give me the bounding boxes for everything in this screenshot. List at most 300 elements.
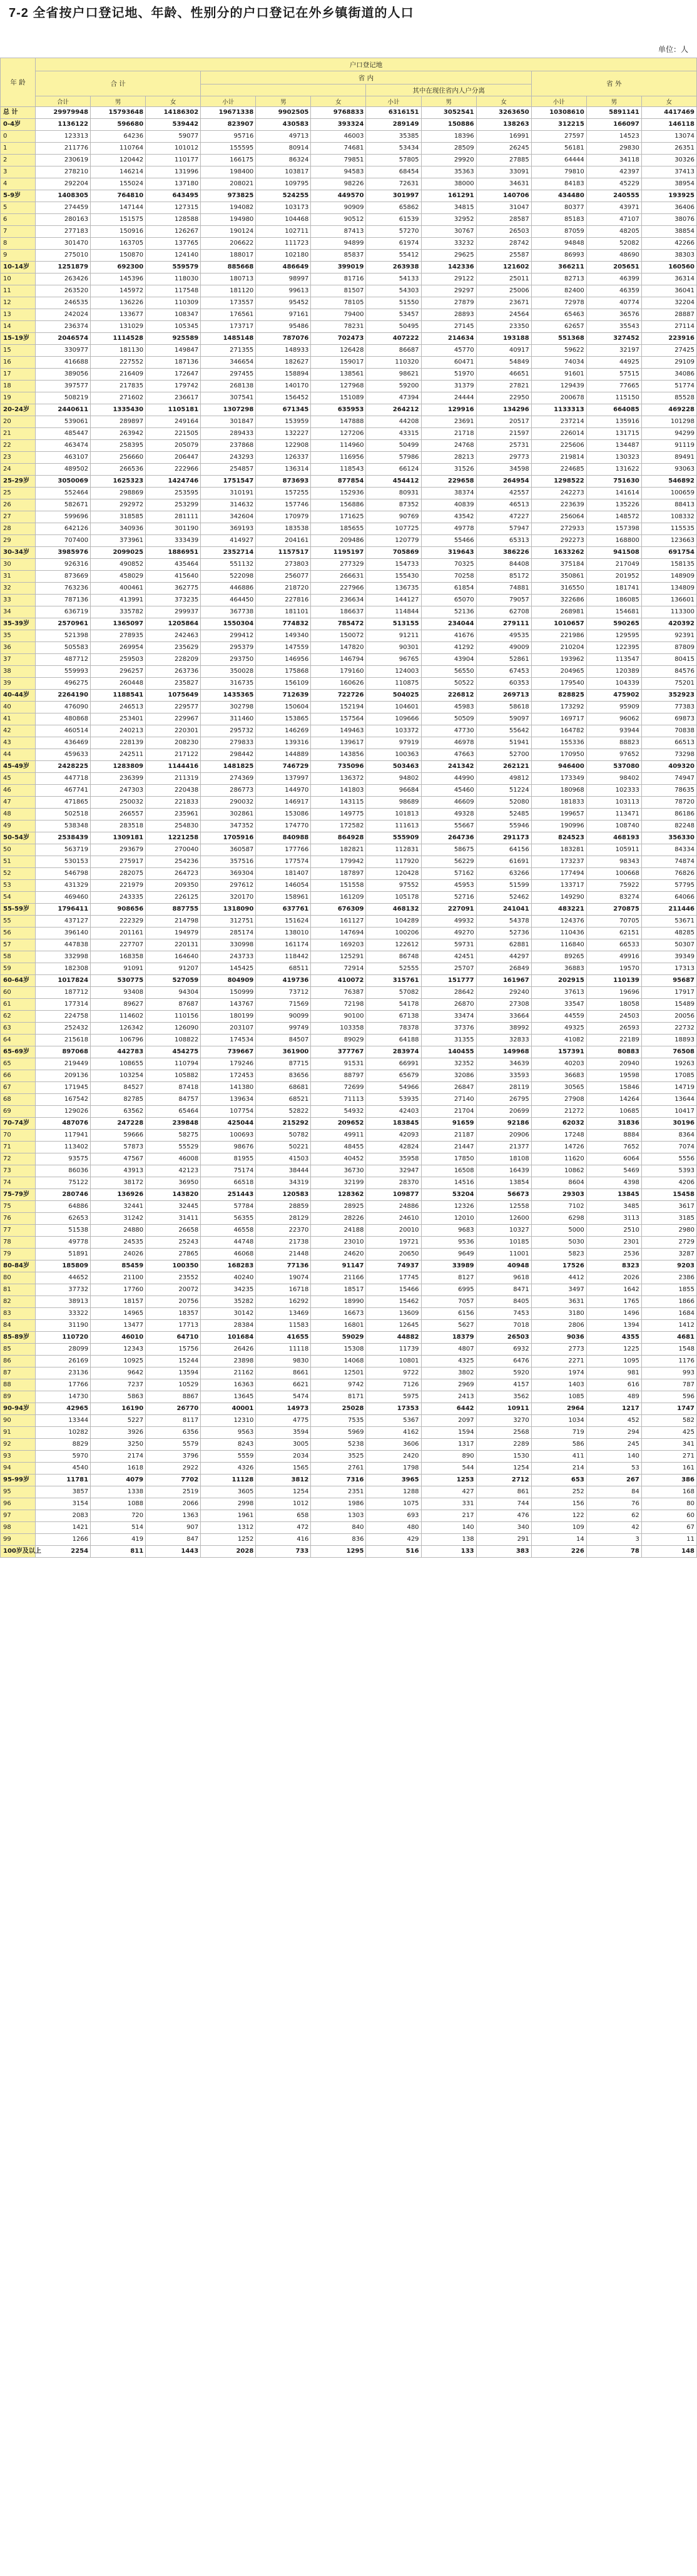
table-cell: 106796 <box>91 1035 146 1046</box>
table-cell: 54133 <box>366 273 421 285</box>
table-cell: 48285 <box>641 928 696 939</box>
table-cell: 149340 <box>256 630 311 642</box>
row-label: 84 <box>1 1320 36 1332</box>
table-cell: 62032 <box>531 1118 586 1130</box>
table-row <box>1 1260 697 1272</box>
table-cell: 873669 <box>36 571 91 583</box>
table-cell: 121602 <box>476 262 531 273</box>
table-cell: 785472 <box>311 618 366 630</box>
row-label: 25 <box>1 488 36 499</box>
table-cell: 103173 <box>256 202 311 214</box>
table-cell: 227552 <box>91 357 146 369</box>
table-cell: 5975 <box>366 1391 421 1403</box>
row-label: 10 <box>1 273 36 285</box>
table-cell: 46651 <box>476 369 531 381</box>
table-cell: 22189 <box>586 1035 641 1046</box>
table-cell: 98226 <box>311 178 366 190</box>
table-cell: 23898 <box>201 1356 256 1367</box>
table-cell: 98689 <box>366 797 421 809</box>
table-cell: 170979 <box>256 511 311 523</box>
table-cell: 50509 <box>421 713 476 725</box>
table-cell: 168283 <box>201 1260 256 1272</box>
table-cell: 263736 <box>146 666 201 678</box>
table-cell: 16801 <box>311 1320 366 1332</box>
table-cell: 99749 <box>256 1023 311 1035</box>
table-cell: 116956 <box>311 452 366 464</box>
table-cell: 5579 <box>146 1439 201 1451</box>
table-row <box>1 1177 697 1189</box>
row-label: 78 <box>1 1237 36 1249</box>
table-cell: 221979 <box>91 880 146 892</box>
table-cell: 75922 <box>586 880 641 892</box>
row-label: 20-24岁 <box>1 404 36 416</box>
table-cell: 234044 <box>421 618 476 630</box>
table-cell: 356330 <box>641 832 696 844</box>
table-cell: 586 <box>531 1439 586 1451</box>
row-label: 51 <box>1 856 36 868</box>
column-header: 男 <box>91 96 146 107</box>
table-row <box>1 345 697 357</box>
table-row <box>1 285 697 297</box>
table-row <box>1 1332 697 1344</box>
table-cell: 148 <box>641 1546 696 1558</box>
table-row <box>1 630 697 642</box>
table-row <box>1 820 697 832</box>
table-cell: 41292 <box>421 642 476 654</box>
table-cell: 8867 <box>146 1391 201 1403</box>
table-cell: 109666 <box>366 713 421 725</box>
table-cell: 68454 <box>366 166 421 178</box>
table-cell: 145396 <box>91 273 146 285</box>
table-cell: 187897 <box>311 868 366 880</box>
table-cell: 551132 <box>201 559 256 571</box>
table-row <box>1 547 697 559</box>
table-cell: 27885 <box>476 155 531 166</box>
table-cell: 1195197 <box>311 547 366 559</box>
row-label: 22 <box>1 440 36 452</box>
table-cell: 18108 <box>476 1153 531 1165</box>
table-cell: 508219 <box>36 392 91 404</box>
table-cell: 19696 <box>586 987 641 999</box>
table-cell: 340 <box>476 1522 531 1534</box>
row-label: 15 <box>1 345 36 357</box>
table-row <box>1 1142 697 1153</box>
table-cell: 483221 <box>531 904 586 916</box>
table-cell: 1705916 <box>201 832 256 844</box>
table-cell: 3005 <box>256 1439 311 1451</box>
table-cell: 29920 <box>421 155 476 166</box>
table-cell: 224758 <box>36 1011 91 1023</box>
table-row <box>1 1023 697 1035</box>
table-cell: 4326 <box>201 1463 256 1475</box>
table-cell: 396140 <box>36 928 91 939</box>
table-cell: 57270 <box>366 226 421 238</box>
table-cell: 79400 <box>311 309 366 321</box>
table-cell: 436469 <box>36 737 91 749</box>
table-cell: 1266 <box>36 1534 91 1546</box>
table-cell: 42965 <box>36 1403 91 1415</box>
table-cell: 190996 <box>531 820 586 832</box>
table-cell: 23010 <box>311 1237 366 1249</box>
table-cell: 74937 <box>366 1260 421 1272</box>
table-cell: 204161 <box>256 535 311 547</box>
header-group-total: 合 计 <box>36 71 201 96</box>
table-cell: 17917 <box>641 987 696 999</box>
table-cell: 139634 <box>201 1094 256 1106</box>
row-label: 23 <box>1 452 36 464</box>
table-cell: 446886 <box>201 583 256 595</box>
table-cell: 151089 <box>311 392 366 404</box>
table-cell: 925589 <box>146 333 201 345</box>
table-cell: 7126 <box>366 1379 421 1391</box>
table-cell: 169717 <box>531 713 586 725</box>
table-cell: 13594 <box>146 1367 201 1379</box>
table-cell: 26870 <box>421 999 476 1011</box>
table-cell: 29773 <box>476 452 531 464</box>
table-cell: 47663 <box>421 749 476 761</box>
table-cell: 1866 <box>641 1296 696 1308</box>
table-cell: 53204 <box>421 1189 476 1201</box>
table-cell: 154681 <box>586 606 641 618</box>
table-cell: 179160 <box>311 666 366 678</box>
table-row <box>1 1201 697 1213</box>
row-label: 79 <box>1 1249 36 1260</box>
table-cell: 10529 <box>146 1379 201 1391</box>
table-cell: 74681 <box>311 143 366 155</box>
table-cell: 63562 <box>91 1106 146 1118</box>
table-cell: 946400 <box>531 761 586 773</box>
table-cell: 141803 <box>311 785 366 797</box>
table-cell: 18517 <box>311 1284 366 1296</box>
table-cell: 140 <box>421 1522 476 1534</box>
table-row <box>1 1237 697 1249</box>
table-cell: 41676 <box>421 630 476 642</box>
column-header: 小计 <box>201 96 256 107</box>
table-cell: 1133313 <box>531 404 586 416</box>
table-cell: 8171 <box>311 1391 366 1403</box>
table-cell: 887755 <box>146 904 201 916</box>
row-label: 45-49岁 <box>1 761 36 773</box>
table-cell: 3287 <box>641 1249 696 1260</box>
row-label: 40-44岁 <box>1 690 36 702</box>
row-label: 60-64岁 <box>1 975 36 987</box>
table-cell: 56355 <box>201 1213 256 1225</box>
table-row <box>1 892 697 904</box>
table-cell: 25587 <box>476 250 531 262</box>
table-cell: 118030 <box>146 273 201 285</box>
table-cell: 59666 <box>91 1130 146 1142</box>
table-cell: 32199 <box>311 1177 366 1189</box>
table-cell: 5030 <box>531 1237 586 1249</box>
table-cell: 158894 <box>256 369 311 381</box>
table-cell: 50499 <box>366 440 421 452</box>
table-row <box>1 749 697 761</box>
table-cell: 150999 <box>201 987 256 999</box>
table-cell: 131715 <box>586 428 641 440</box>
table-cell: 16718 <box>256 1284 311 1296</box>
table-cell: 1365097 <box>91 618 146 630</box>
table-cell: 36314 <box>641 273 696 285</box>
table-row <box>1 1451 697 1463</box>
table-cell: 44748 <box>201 1237 256 1249</box>
table-cell: 94802 <box>366 773 421 785</box>
table-cell: 80 <box>641 1498 696 1510</box>
table-cell: 59731 <box>421 939 476 951</box>
table-cell: 76387 <box>311 987 366 999</box>
table-cell: 148933 <box>256 345 311 357</box>
table-cell: 70838 <box>641 725 696 737</box>
table-cell: 116840 <box>531 939 586 951</box>
table-cell: 181741 <box>586 583 641 595</box>
table-cell: 215618 <box>36 1035 91 1046</box>
table-cell: 25011 <box>476 273 531 285</box>
table-cell: 71113 <box>311 1094 366 1106</box>
table-cell: 240213 <box>91 725 146 737</box>
table-cell: 13609 <box>366 1308 421 1320</box>
table-cell: 161 <box>641 1463 696 1475</box>
table-cell: 410072 <box>311 975 366 987</box>
table-cell: 375184 <box>531 559 586 571</box>
table-cell: 74034 <box>531 357 586 369</box>
table-cell: 263942 <box>91 428 146 440</box>
row-label: 75 <box>1 1201 36 1213</box>
table-cell: 1075649 <box>146 690 201 702</box>
column-header: 小计 <box>366 96 421 107</box>
table-cell: 369193 <box>201 523 256 535</box>
table-cell: 225606 <box>531 440 586 452</box>
table-cell: 209136 <box>36 1070 91 1082</box>
table-cell: 2066 <box>146 1498 201 1510</box>
row-label: 85 <box>1 1344 36 1356</box>
table-cell: 141614 <box>586 488 641 499</box>
table-cell: 393324 <box>311 119 366 131</box>
table-cell: 94583 <box>311 166 366 178</box>
row-label: 29 <box>1 535 36 547</box>
table-cell: 43904 <box>421 654 476 666</box>
table-cell: 133677 <box>91 309 146 321</box>
table-cell: 596680 <box>91 119 146 131</box>
table-cell: 59097 <box>476 713 531 725</box>
table-cell: 467741 <box>36 785 91 797</box>
table-cell: 47394 <box>366 392 421 404</box>
table-cell: 271602 <box>91 392 146 404</box>
table-cell: 282075 <box>91 868 146 880</box>
table-cell: 160560 <box>641 262 696 273</box>
table-cell: 78105 <box>311 297 366 309</box>
table-cell: 46068 <box>201 1249 256 1260</box>
table-cell: 80931 <box>366 488 421 499</box>
table-cell: 95716 <box>201 131 256 143</box>
table-cell: 61974 <box>366 238 421 250</box>
table-cell: 9618 <box>476 1272 531 1284</box>
table-cell: 17713 <box>146 1320 201 1332</box>
table-cell: 824523 <box>531 832 586 844</box>
table-cell: 215292 <box>256 1118 311 1130</box>
table-cell: 104601 <box>366 702 421 713</box>
table-cell: 28129 <box>256 1213 311 1225</box>
table-cell: 485447 <box>36 428 91 440</box>
table-cell: 236617 <box>146 392 201 404</box>
table-cell: 1205864 <box>146 618 201 630</box>
table-cell: 1088 <box>91 1498 146 1510</box>
table-cell: 229658 <box>421 476 476 488</box>
table-cell: 100668 <box>586 868 641 880</box>
table-cell: 150886 <box>421 119 476 131</box>
table-cell: 90909 <box>311 202 366 214</box>
table-cell: 82785 <box>91 1094 146 1106</box>
table-cell: 9563 <box>201 1427 256 1439</box>
table-cell: 51538 <box>36 1225 91 1237</box>
table-cell: 216409 <box>91 369 146 381</box>
table-cell: 3497 <box>531 1284 586 1296</box>
table-cell: 616 <box>586 1379 641 1391</box>
table-row <box>1 416 697 428</box>
table-cell: 23136 <box>36 1367 91 1379</box>
table-cell: 49270 <box>421 928 476 939</box>
table-cell: 20906 <box>476 1130 531 1142</box>
table-cell: 88823 <box>586 737 641 749</box>
table-cell: 72978 <box>531 297 586 309</box>
table-cell: 122612 <box>366 939 421 951</box>
table-cell: 12310 <box>201 1415 256 1427</box>
table-cell: 101684 <box>201 1332 256 1344</box>
table-cell: 147820 <box>311 642 366 654</box>
table-cell: 185655 <box>311 523 366 535</box>
table-cell: 36041 <box>641 285 696 297</box>
table-cell: 1217 <box>586 1403 641 1415</box>
table-cell: 2097 <box>421 1415 476 1427</box>
table-cell: 4412 <box>531 1272 586 1284</box>
table-cell: 33474 <box>421 1011 476 1023</box>
table-cell: 28893 <box>421 309 476 321</box>
table-row <box>1 1249 697 1260</box>
row-label: 16 <box>1 357 36 369</box>
table-cell: 78231 <box>311 321 366 333</box>
table-cell: 7102 <box>531 1201 586 1213</box>
table-cell: 897068 <box>36 1046 91 1058</box>
table-cell: 235961 <box>146 809 201 820</box>
table-cell: 268981 <box>531 606 586 618</box>
table-row <box>1 939 697 951</box>
row-label: 27 <box>1 511 36 523</box>
row-label: 4 <box>1 178 36 190</box>
table-cell: 242024 <box>36 309 91 321</box>
table-cell: 93063 <box>641 464 696 476</box>
table-cell: 1363 <box>146 1510 201 1522</box>
table-cell: 12645 <box>366 1320 421 1332</box>
table-cell: 57795 <box>641 880 696 892</box>
table-cell: 2440611 <box>36 404 91 416</box>
table-cell: 109 <box>531 1522 586 1534</box>
table-cell: 463474 <box>36 440 91 452</box>
table-cell: 67453 <box>476 666 531 678</box>
table-cell: 266631 <box>311 571 366 583</box>
table-cell: 214634 <box>421 333 476 345</box>
table-cell: 6156 <box>421 1308 476 1320</box>
table-cell: 13074 <box>641 131 696 143</box>
row-label: 50 <box>1 844 36 856</box>
table-cell: 210204 <box>531 642 586 654</box>
table-cell: 90301 <box>366 642 421 654</box>
table-row <box>1 178 697 190</box>
table-cell: 256660 <box>91 452 146 464</box>
table-cell: 28887 <box>641 309 696 321</box>
table-cell: 217835 <box>91 381 146 392</box>
table-cell: 54303 <box>366 285 421 297</box>
row-label: 12 <box>1 297 36 309</box>
table-cell: 134809 <box>641 583 696 595</box>
table-cell: 202915 <box>531 975 586 987</box>
header-blank <box>201 84 366 96</box>
table-cell: 19598 <box>586 1070 641 1082</box>
table-cell: 3562 <box>476 1391 531 1403</box>
table-cell: 48205 <box>586 226 641 238</box>
table-cell: 34639 <box>476 1058 531 1070</box>
table-cell: 2264190 <box>36 690 91 702</box>
table-cell: 751630 <box>586 476 641 488</box>
table-cell: 11781 <box>36 1475 91 1486</box>
table-cell: 93944 <box>586 725 641 737</box>
table-cell: 1221258 <box>146 832 201 844</box>
table-cell: 251443 <box>201 1189 256 1201</box>
table-cell: 425 <box>641 1427 696 1439</box>
table-cell: 1034 <box>531 1415 586 1427</box>
table-cell: 37613 <box>531 987 586 999</box>
table-row <box>1 832 697 844</box>
table-cell: 146118 <box>641 119 696 131</box>
table-cell: 270040 <box>146 844 201 856</box>
table-cell: 95486 <box>256 321 311 333</box>
row-label: 52 <box>1 868 36 880</box>
table-cell: 435464 <box>146 559 201 571</box>
table-cell: 21597 <box>476 428 531 440</box>
table-cell: 642126 <box>36 523 91 535</box>
row-label: 总 计 <box>1 107 36 119</box>
table-cell: 434480 <box>531 190 586 202</box>
table-cell: 13644 <box>641 1094 696 1106</box>
table-cell: 4079 <box>91 1475 146 1486</box>
table-cell: 49911 <box>311 1130 366 1142</box>
table-cell: 823907 <box>201 119 256 131</box>
table-cell: 1412 <box>641 1320 696 1332</box>
table-cell: 55466 <box>421 535 476 547</box>
table-cell: 166097 <box>586 119 641 131</box>
table-cell: 18157 <box>91 1296 146 1308</box>
table-cell: 131996 <box>146 166 201 178</box>
table-cell: 28925 <box>311 1201 366 1213</box>
table-cell: 29297 <box>421 285 476 297</box>
table-cell: 173237 <box>531 856 586 868</box>
table-cell: 1012 <box>256 1498 311 1510</box>
table-cell: 327452 <box>586 333 641 345</box>
table-cell: 8364 <box>641 1130 696 1142</box>
row-label: 20 <box>1 416 36 428</box>
table-cell: 25006 <box>476 285 531 297</box>
table-cell: 78635 <box>641 785 696 797</box>
table-cell: 290032 <box>201 797 256 809</box>
row-label: 17 <box>1 369 36 381</box>
table-cell: 2083 <box>36 1510 91 1522</box>
table-cell: 60353 <box>476 678 531 690</box>
row-label: 6 <box>1 214 36 226</box>
table-cell: 10327 <box>476 1225 531 1237</box>
table-cell: 22732 <box>641 1023 696 1035</box>
table-cell: 4355 <box>586 1332 641 1344</box>
table-cell: 38303 <box>641 250 696 262</box>
table-cell: 3606 <box>366 1439 421 1451</box>
table-row <box>1 1284 697 1296</box>
table-cell: 206447 <box>146 452 201 464</box>
